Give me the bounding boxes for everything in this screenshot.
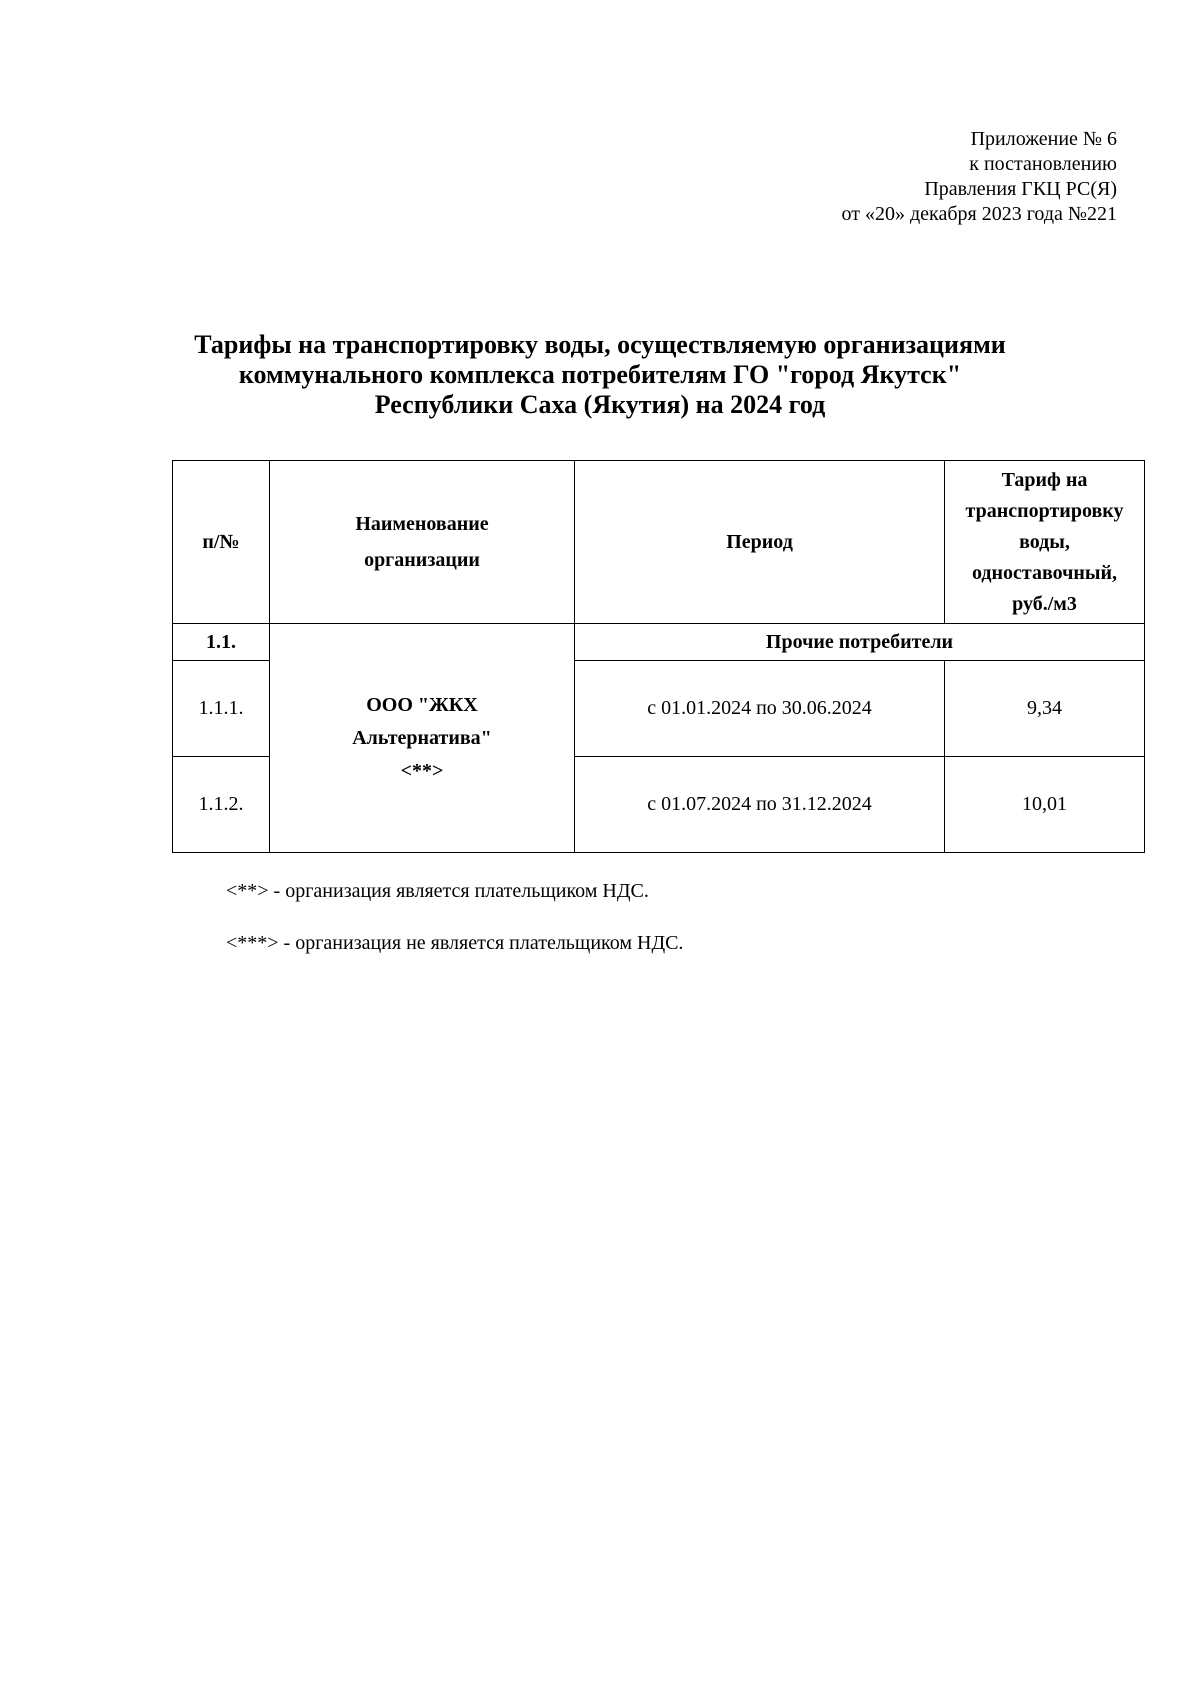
row-number: 1.1.2.: [173, 757, 270, 853]
footnote-non-vat-payer: <***> - организация не является плательщиком НДС.: [226, 932, 684, 954]
appendix-block: [842, 127, 1117, 227]
footnote-vat-payer: <**> - организация является плательщиком НДС.: [226, 880, 649, 902]
row-tariff: 10,01: [945, 757, 1145, 853]
title-line: Тарифы на транспортировку воды, осуществляемую организациями: [194, 330, 1006, 359]
header-tariff-line: руб./м3: [1012, 592, 1077, 615]
tariff-table: [172, 460, 1145, 853]
header-tariff-line: Тариф на: [1001, 468, 1088, 491]
header-tariff-line: одноставочный,: [971, 561, 1118, 584]
header-tariff-line: транспортировку: [965, 499, 1124, 522]
organization-name-cell: [270, 624, 575, 853]
section-label: Прочие потребители: [575, 624, 1145, 661]
header-number: [173, 461, 270, 624]
row-period: с 01.07.2024 по 31.12.2024: [575, 757, 945, 853]
header-number-label: п/№: [202, 531, 240, 553]
appendix-line: от «20» декабря 2023 года №221: [841, 203, 1117, 225]
title-line: коммунального комплекса потребителям ГО "город Якутск": [238, 360, 962, 389]
appendix-line: Правления ГКЦ РС(Я): [924, 178, 1117, 200]
header-organization-line: Наименование: [355, 513, 489, 535]
row-number: 1.1.1.: [173, 661, 270, 757]
footnotes: [226, 880, 683, 984]
appendix-line: к постановлению: [969, 153, 1117, 175]
title-line: Республики Саха (Якутия) на 2024 год: [374, 390, 826, 419]
header-tariff: [945, 461, 1145, 624]
document-title: [150, 330, 1050, 420]
header-period-label: Период: [726, 531, 793, 553]
row-period: с 01.01.2024 по 30.06.2024: [575, 661, 945, 757]
header-organization: [270, 461, 575, 624]
appendix-line: Приложение № 6: [970, 128, 1117, 150]
table-header-row: [173, 461, 1145, 624]
row-tariff: 9,34: [945, 661, 1145, 757]
organization-name-line: ООО "ЖКХ: [366, 693, 478, 716]
organization-vat-marker: <**>: [400, 759, 444, 782]
header-tariff-line: воды,: [1019, 530, 1070, 553]
organization-name-line: Альтернатива": [352, 726, 492, 749]
section-row: [173, 624, 1145, 661]
header-period: [575, 461, 945, 624]
section-number: 1.1.: [173, 624, 270, 661]
header-organization-line: организации: [364, 549, 480, 571]
